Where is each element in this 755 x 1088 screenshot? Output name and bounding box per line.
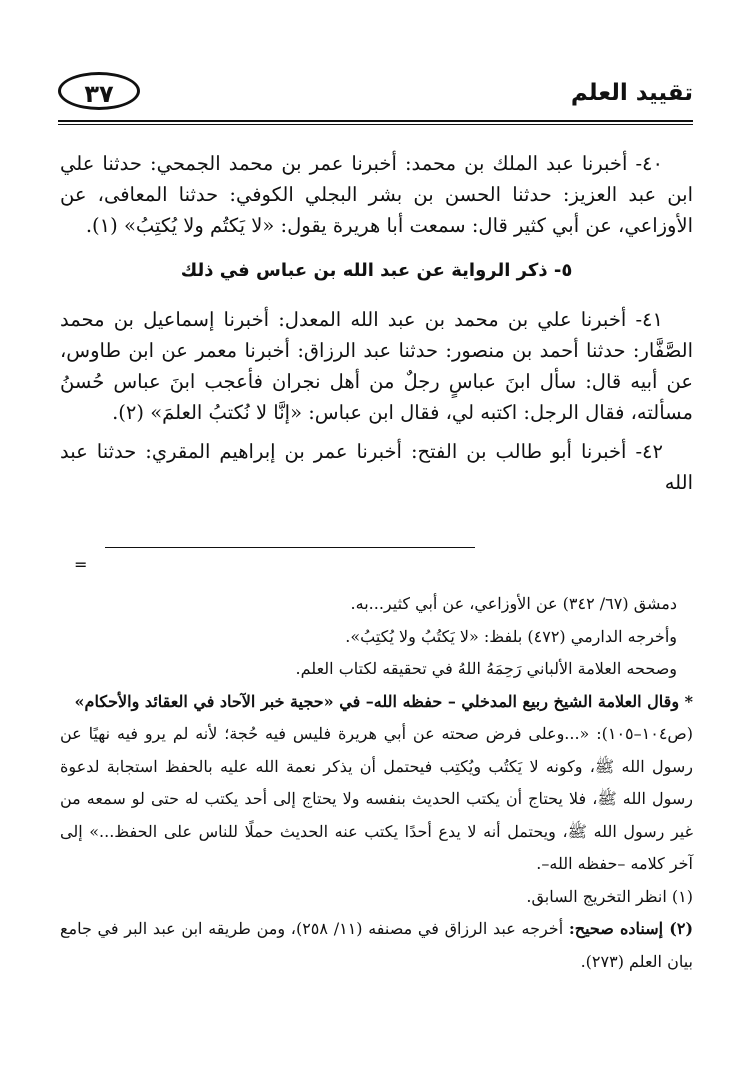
note-line: وأخرجه الدارمي (٤٧٢) بلفظ: «لا يَكتُبُ ولا يُكتِبُ». xyxy=(345,626,677,646)
continuation-mark: = xyxy=(74,555,88,574)
page-header xyxy=(58,72,693,120)
footnote-2-text: أخرجه عبد الرزاق في مصنفه (١١/ ٢٥٨)، ومن طريقه ابن عبد البر في جامع بيان العلم (٢٧٣). xyxy=(60,919,693,971)
page-number: ٣٧ xyxy=(58,72,140,110)
note-line: وصححه العلامة الألباني رَحِمَهُ اللهُ في تحقيقه لكتاب العلم. xyxy=(295,659,677,678)
footnote-2 xyxy=(60,913,693,978)
narration-42: ٤٢- أخبرنا أبو طالب بن الفتح: أخبرنا عمر بن إبراهيم المقري: حدثنا عبد الله xyxy=(60,440,693,494)
narration-41: ٤١- أخبرنا علي بن محمد بن عبد الله المعدل: أخبرنا إسماعيل بن محمد الصَّفَّار: حدثنا أحمد بن منصور: حدثنا عبد الرزاق: أخبرنا معمر عن ابن طاوس، عن أبيه قال: سأل ابنَ عباسٍ رجلٌ من أهل نجران فأعجب ابنَ عباس حُسنُ مسألته، فقال الرجل: اكتبه لي، فقال ابن عباس: «إنَّا لا نُكتبُ العلمَ» (٢). xyxy=(60,308,693,424)
main-text xyxy=(60,148,693,506)
narration-40: ٤٠- أخبرنا عبد الملك بن محمد: أخبرنا عمر بن محمد الجمحي: حدثنا علي ابن عبد العزيز: حدثنا الحسن بن بشر البجلي الكوفي: حدثنا المعافى، عن الأوزاعي، عن أبي كثير قال: سمعت أبا هريرة يقول: «لا يَكتُم ولا يُكتِبُ» (١). xyxy=(60,152,693,237)
footnote-2-label: (٢) إسناده صحيح: xyxy=(568,919,694,938)
rabee-quote: (ص١٠٤–١٠٥): «...وعلى فرض صحته عن أبي هريرة فليس فيه حُجة؛ لأنه لم يرو فيه نهيًا عن رسول الله ﷺ، وكونه لا يَكتُب ويُكتِب فيحتمل أن يذكر نعمة الله عليه بالحفظ استجابة لدعوة رسول الله ﷺ، فلا يحتاج أن يكتب الحديث بنفسه ولا يحتاج إلى أحد يكتب له حتى لو سمعه من غير رسول الله ﷺ، ويحتمل أنه لا يدع أحدًا يكتب عنه الحديث حملًا للناس على الحفظ...» إلى آخر كلامه –حفظه الله–. xyxy=(60,724,694,873)
footnote-separator xyxy=(105,547,475,548)
note-line: دمشق (٦٧/ ٣٤٢) عن الأوزاعي، عن أبي كثير...به. xyxy=(350,594,677,613)
header-rule-thick xyxy=(58,120,693,122)
section-heading: ٥- ذكر الرواية عن عبد الله بن عباس في ذلك xyxy=(180,260,573,281)
footnotes xyxy=(60,588,693,978)
rabee-heading: * وقال العلامة الشيخ ربيع المدخلي – حفظه الله– في «حجية خبر الآحاد في العقائد والأحكام» xyxy=(74,691,693,711)
book-title: تقييد العلم xyxy=(570,80,693,106)
header-rule-thin xyxy=(58,124,693,125)
footnote-1: (١) انظر التخريج السابق. xyxy=(526,886,693,906)
